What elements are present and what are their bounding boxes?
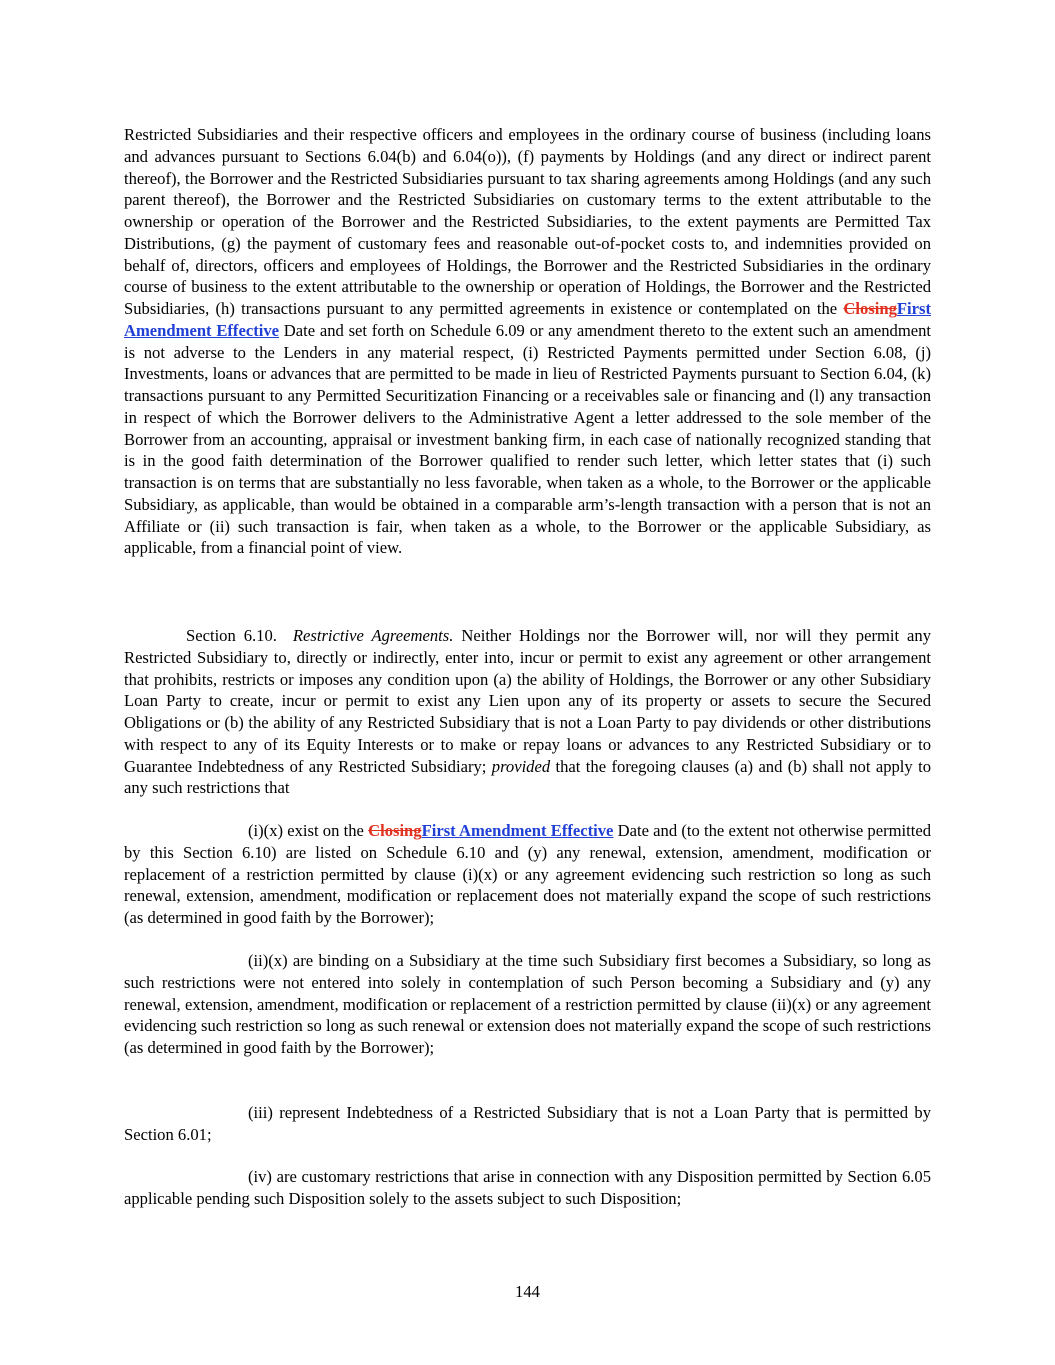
paragraph-continuation <box>124 124 931 559</box>
page-number: 144 <box>515 1282 540 1301</box>
clause-i <box>124 820 931 929</box>
section-number: Section 6.10. <box>186 626 277 645</box>
clause-ii: (ii)(x) are binding on a Subsidiary at the time such Subsidiary first becomes a Subsidiary, so long as such restrictions were not entered into solely in contemplation of such Person becoming a Subsidiary and (y) any renewal, extension, amendment, modification or replacement of a restriction permitted by clause (ii)(x) or any agreement evidencing such restriction so long as such renewal or extension does not materially expand the scope of such restrictions (as determined in good faith by the Borrower); <box>124 951 931 1057</box>
deleted-text: Closing <box>843 299 897 318</box>
paragraph-text: that the foregoing clauses (a) and (b) shall not apply to any such restrictions that <box>124 756 931 798</box>
paragraph-text: Date and (to the extent not otherwise permitted by this Section 6.10) are listed on Schedule 6.10 and (y) any renewal, extension, amendment, modification or replacement of a restriction permitted by clause (i)(x) or any agreement evidencing such restriction so long as such renewal, extension, amendment, modification or replacement does not materially expand the scope of such restrictions (as determined in good faith by the Borrower); <box>124 821 931 927</box>
inserted-text: First Amendment Effective <box>124 299 931 340</box>
paragraph-text: (i)(x) exist on the <box>248 821 369 840</box>
section-title: Restrictive Agreements. <box>292 626 454 645</box>
inserted-text: First Amendment Effective <box>421 821 614 840</box>
paragraph-text: Date and set forth on Schedule 6.09 or any amendment thereto to the extent such an amendment is not adverse to the Lenders in any material respect, (i) Restricted Payments permitted under Section 6.08, (j) Investments, loans or advances that are permitted to be made in lieu of Restricted Payments pursuant to Section 6.04, (k) transactions pursuant to any Permitted Securitization Financing or a receivables sale or financing and (l) any transaction in respect of which the Borrower delivers to the Administrative Agent a letter addressed to the sole member of the Borrower from an accounting, appraisal or investment banking firm, in each case of nationally recognized standing that is in the good faith determination of the Borrower qualified to render such letter, which letter states that (i) such transaction is on terms that are substantially no less favorable, when taken as a whole, to the Borrower or the applicable Subsidiary, as applicable, than would be obtained in a comparable arm’s-length transaction with a person that is not an Affiliate or (ii) such transaction is fair, when taken as a whole, to the Borrower or the applicable Subsidiary, as applicable, from a financial point of view. <box>124 320 931 558</box>
paragraph-section-6-10 <box>124 625 931 799</box>
deleted-text: Closing <box>368 821 422 840</box>
paragraph-text: Restricted Subsidiaries and their respective officers and employees in the ordinary course of business (including loans and advances pursuant to Sections 6.04(b) and 6.04(o)), (f) payments by Holdings (and any direct or indirect parent thereof), the Borrower and the Restricted Subsidiaries pursuant to tax sharing agreements among Holdings (and any such parent thereof), the Borrower and the Restricted Subsidiaries on customary terms to the extent attributable to the ownership or operation of the Borrower and the Restricted Subsidiaries, to the extent payments are Permitted Tax Distributions, (g) the payment of customary fees and reasonable out-of-pocket costs to, and indemnities provided on behalf of, directors, officers and employees of Holdings, the Borrower and the Restricted Subsidiaries in the ordinary course of business to the extent attributable to the ownership or operation of Holdings, the Borrower and the Restricted Subsidiaries, (h) transactions pursuant to any permitted agreements in existence or contemplated on the <box>124 125 931 318</box>
proviso-word: provided <box>491 756 551 776</box>
paragraph-text: Neither Holdings nor the Borrower will, nor will they permit any Restricted Subsidiary to, directly or indirectly, enter into, incur or permit to exist any agreement or other arrangement that prohibits, restricts or imposes any condition upon (a) the ability of Holdings, the Borrower or any other Subsidiary Loan Party to create, incur or permit to exist any Lien upon any of its property or assets to secure the Secured Obligations or (b) the ability of any Restricted Subsidiary that is not a Loan Party to pay dividends or other distributions with respect to any of its Equity Interests or to make or repay loans or advances to any Restricted Subsidiary or to Guarantee Indebtedness of any Restricted Subsidiary; <box>124 626 932 776</box>
clause-iv: (iv) are customary restrictions that arise in connection with any Disposition permitted by Section 6.05 applicable pending such Disposition solely to the assets subject to such Disposition; <box>124 1167 931 1208</box>
clause-iii: (iii) represent Indebtedness of a Restricted Subsidiary that is not a Loan Party that is permitted by Section 6.01; <box>124 1103 931 1144</box>
